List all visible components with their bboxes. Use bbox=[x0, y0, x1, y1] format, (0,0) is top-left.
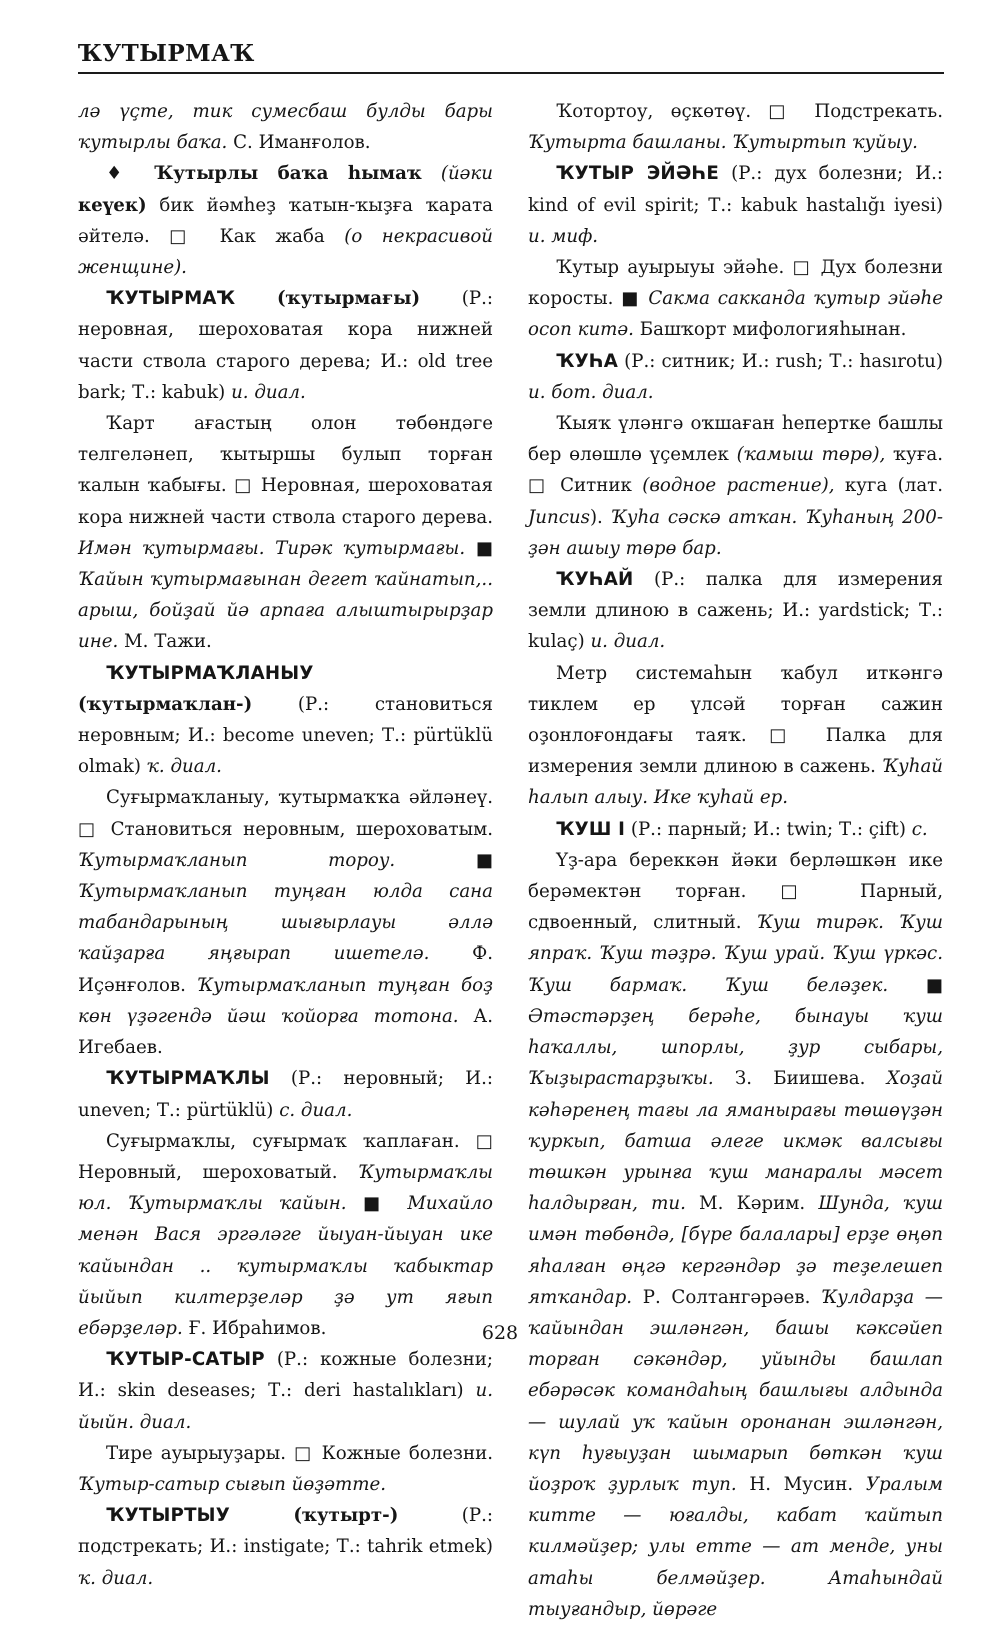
entry-headword-paragraph: ҠУҺАЙ (Р.: палка для измерения земли длиною в сажень; И.: yardstick; Т.: kulaç) и. диал. bbox=[528, 569, 943, 653]
entry-headword-paragraph: ҠУТЫР ЭЙӘҺЕ (Р.: дух болезни; И.: kind of evil spirit; Т.: kabuk hastalığı iyesi) и. миф. bbox=[528, 163, 943, 247]
entry-paragraph: ♦ Ҡутырлы баҡа һымаҡ (йәки кеүек) бик йәмһеҙ ҡатын-ҡыҙға ҡарата әйтелә. □ Как жаба (о некрасивой женщине). bbox=[78, 163, 493, 279]
entry-paragraph: Ҡарт ағастың олон төбөндәге телгеләнеп, ҡытыршы булып торған ҡалын ҡабығы. □ Неровная, шероховатая кора нижней части ствола старого дерева. Имән ҡутырмағы. Тирәк ҡутырмағы. ■ Ҡайын ҡутырмағынан дегет ҡайнатып,.. арыш, бойҙай йә арпаға алыштырырҙар ине. М. Тажи. bbox=[78, 413, 493, 653]
entry-paragraph: Ҡутыр ауырыуы эйәһе. □ Дух болезни коросты. ■ Сакма сакканда ҡутыр эйәһе осоп китә. Башҡорт мифологияһынан. bbox=[528, 257, 943, 341]
running-head: ҠУТЫРМАҠ bbox=[78, 40, 255, 67]
entry-paragraph: лә үҫте, тик сумесбаш булды бары ҡутырлы баҡа. С. Иманғолов. bbox=[78, 101, 493, 154]
entry-paragraph: Суғырмаҡланыу, ҡутырмаҡҡа әйләнеү. □ Становиться неровным, шероховатым. Ҡутырмаҡланып тороу. ■ Ҡутырмаҡланып туңған юлда сана табандарының шығырлауы әллә ҡайҙарға яңғырап ишетелә. Ф. Иҫәнғолов. Ҡутырмаҡланып туңған боҙ көн үҙәгендә йәш ҡойорға тотона. А. Игебаев. bbox=[78, 787, 493, 1059]
entry-headword-paragraph: ҠУТЫРМАҠЛАНЫУ (ҡутырмаҡлан-) (Р.: становиться неровным; И.: become uneven; Т.: pürtüklü olmak) ҡ. диал. bbox=[78, 662, 493, 778]
entry-paragraph: Тире ауырыуҙары. □ Кожные болезни. Ҡутыр-сатыр сығып йөҙәтте. bbox=[78, 1442, 493, 1495]
entry-headword-paragraph: ҠУТЫРТЫУ (ҡутырт-) (Р.: подстрекать; И.: instigate; Т.: tahrik etmek) ҡ. диал. bbox=[78, 1505, 493, 1589]
page-number: 628 bbox=[481, 1322, 519, 1344]
entry-headword-paragraph: ҠУШ I (Р.: парный; И.: twin; Т.: çift) с. bbox=[556, 818, 928, 840]
entry-paragraph: Үҙ-ара береккән йәки берләшкән ике берәмектән торған. □ Парный, сдвоенный, слитный. Ҡуш тирәк. Ҡуш япраҡ. Ҡуш тәҙрә. Ҡуш урай. Ҡуш үркәс. Ҡуш бармаҡ. Ҡуш беләҙек. ■ Әтәстәрҙең берәһе, бынауы ҡуш һаҡаллы, шпорлы, ҙур сыбары, Ҡыҙырастарҙыҡы. З. Биишева. Хоҙай кәһәренең тағы ла яманырағы төшөүҙән ҡуркып, батша әлеге икмәк валсығы төшкән урынға ҡуш манаралы мәсет һалдырған, ти. М. Кәрим. Шунда, ҡуш имән төбөндә, [бүре балалары] ерҙе өңөп яһалған өңгә кергәндәр ҙә теҙелешеп ятҡандар. Р. Солтангәрәев. Ҡулдарҙа — ҡайындан эшләнгән, башы кәксәйеп торған сәкәндәр, уйынды башлап ебәрәсәк командаһың башлығы алдында — шулай уҡ ҡайын оронанан эшләнгән, күп һуғыуҙан шымарып бөткән ҡуш йоҙроҡ ҙурлыҡ туп. Н. Мусин. Уралым китте — юғалды, кабат ҡайтып килмәйҙер; улы етте — ат менде, уны атаһы белмәйҙер. Атаһындай тыуғандыр, йөрәге bbox=[528, 849, 943, 1620]
entry-paragraph: Суғырмаҡлы, суғырмаҡ ҡаплаған. □ Неровный, шероховатый. Ҡутырмаҡлы юл. Ҡутырмаҡлы ҡайын. ■ Михайло менән Вася эргәләге йыуан-йыуан ике ҡайындан .. ҡутырмаҡлы ҡабыктар йыйып килтерҙеләр ҙә ут яғып ебәрҙеләр. Ғ. Ибраһимов. bbox=[78, 1130, 493, 1339]
right-column bbox=[528, 96, 943, 1625]
entry-paragraph: Метр системаһын ҡабул иткәнгә тиклем ер үлсәй торған сажин оҙонлоғондағы таяҡ. □ Палка для измерения земли длиною в сажень. Ҡуһай һалып алыу. Ике ҡуһай ер. bbox=[528, 662, 943, 809]
entry-headword-paragraph: ҠУТЫР-САТЫР (Р.: кожные болезни; И.: skin deseases; Т.: deri hastalıkları) и. йыйн. диал. bbox=[78, 1349, 493, 1433]
entry-paragraph: Ҡотортоу, өҫкөтөү. □ Подстрекать. Ҡутырта башланы. Ҡутыртып ҡуйыу. bbox=[528, 101, 943, 154]
header-rule bbox=[78, 72, 944, 74]
entry-headword-paragraph: ҠУТЫРМАҠЛЫ (Р.: неровный; И.: uneven; Т.: pürtüklü) с. диал. bbox=[78, 1068, 493, 1121]
entry-paragraph: Ҡыяҡ үләнгә оҡшаған һепертке башлы бер өлөшлө үҫемлек (ҡамыш төрө), ҡуға. □ Ситник (водное растение), куга (лат. Juncus). Ҡуһа сәскә атҡан. Ҡуһаның 200-ҙән ашыу төрө бар. bbox=[528, 413, 944, 559]
left-column bbox=[78, 96, 493, 1594]
entry-headword-paragraph: ҠУТЫРМАҠ (ҡутырмағы) (Р.: неровная, шероховатая кора нижней части ствола старого дерева; И.: old tree bark; Т.: kabuk) и. диал. bbox=[78, 288, 493, 403]
entry-headword-paragraph: ҠУҺА (Р.: ситник; И.: rush; Т.: hasırotu) и. бот. диал. bbox=[528, 350, 943, 403]
